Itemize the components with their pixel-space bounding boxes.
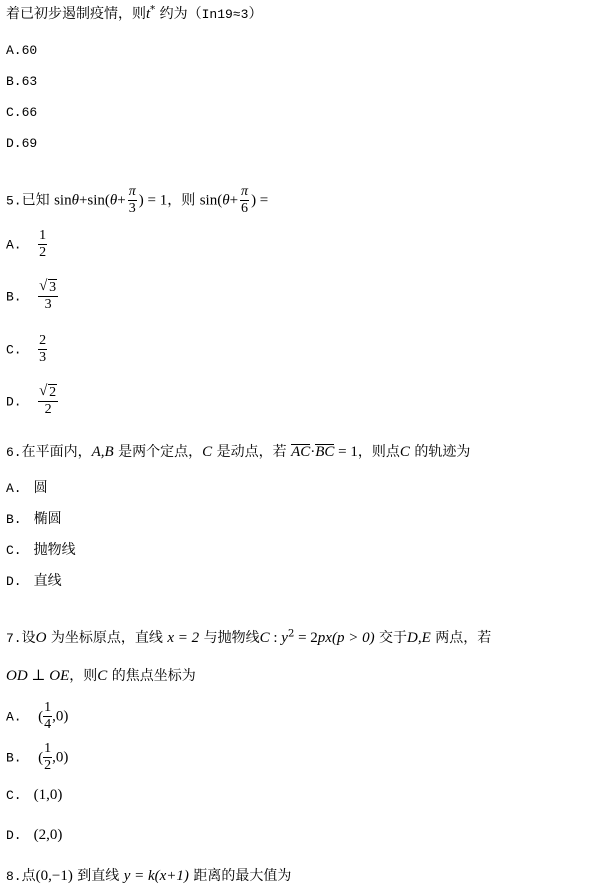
frac-den: 3 <box>39 350 47 365</box>
q7-option-a[interactable] <box>6 700 68 733</box>
option-value: 66 <box>21 105 38 120</box>
q7-option-d[interactable] <box>6 825 62 846</box>
option-label: B. <box>6 74 22 89</box>
q7-y: y <box>281 630 288 646</box>
option-label: A. <box>6 43 22 58</box>
q6-dot: · <box>310 444 316 460</box>
q5-option-a[interactable] <box>6 228 49 261</box>
q5-theta-3: θ <box>222 192 230 209</box>
q6-option-a[interactable] <box>6 478 48 499</box>
option-text: 圆 <box>33 480 48 496</box>
sqrt <box>39 385 57 401</box>
q6-vector-ac: AC <box>291 444 311 460</box>
option-label: B. <box>6 750 22 766</box>
q4-stem-text: 着已初步遏制疫情，则 <box>6 6 146 22</box>
option-text: 椭圆 <box>33 511 62 527</box>
q6-option-d[interactable] <box>6 571 62 592</box>
q6-text-5: 的轨迹为 <box>409 444 471 460</box>
option-label: D. <box>6 394 22 410</box>
q7-colon: : <box>269 630 282 646</box>
q8-stem <box>6 866 291 887</box>
radicand: 2 <box>49 385 57 400</box>
option-fraction <box>43 700 52 733</box>
q6-c: C <box>202 444 213 460</box>
q8-text-1: 点 <box>21 868 36 884</box>
q5-theta: θ <box>71 192 79 209</box>
frac-num: 1 <box>44 700 52 715</box>
q7-rhs: = 2 <box>294 630 318 646</box>
q5-eq: ) = <box>251 192 269 209</box>
frac-num: 2 <box>39 333 47 348</box>
q5-option-d[interactable] <box>6 385 60 418</box>
q5-option-c[interactable] <box>6 333 49 366</box>
frac-num: π <box>128 184 136 199</box>
q7-c: C <box>259 630 270 646</box>
q7-stem-line-1 <box>6 628 491 649</box>
q4-option-d[interactable] <box>6 134 37 154</box>
option-fraction <box>38 280 58 313</box>
q8-point: (0,−1) <box>35 868 73 884</box>
option-label: D. <box>6 136 22 151</box>
q7-text-6: ，则 <box>69 668 98 684</box>
q5-frac-pi-6 <box>240 184 249 217</box>
q5-number: 5. <box>6 193 22 209</box>
q5-eq-one: ) = 1 <box>138 192 168 209</box>
frac-den: 2 <box>39 245 47 260</box>
radicand: 3 <box>49 280 57 295</box>
option-label: C. <box>6 105 22 120</box>
option-rest: ,0) <box>52 708 69 725</box>
option-label: D. <box>6 574 22 589</box>
q7-text-3: 与抛物线 <box>199 630 260 646</box>
q4-hint: In19≈3 <box>201 7 249 22</box>
radical-sign-icon: √ <box>39 278 48 294</box>
q4-option-c[interactable] <box>6 103 37 123</box>
q6-ab: A,B <box>91 444 114 460</box>
q6-text-3: 是动点，若 <box>212 444 292 460</box>
frac-num: 1 <box>39 228 47 243</box>
q4-t: t <box>146 6 151 22</box>
option-open: ( <box>38 708 44 725</box>
q8-text-3: 距离的最大值为 <box>188 868 292 884</box>
option-open: ( <box>38 749 44 766</box>
q5-sin-open-2: sin( <box>199 192 223 209</box>
q6-option-c[interactable] <box>6 540 76 561</box>
q7-square: 2 <box>287 628 295 640</box>
q5-option-b[interactable] <box>6 280 60 313</box>
q7-perp: ⊥ <box>27 668 50 684</box>
q6-c-2: C <box>399 444 410 460</box>
q6-text-4: ，则点 <box>357 444 400 460</box>
option-fraction <box>38 333 47 366</box>
q7-text-4: 交于 <box>374 630 408 646</box>
option-label: C. <box>6 342 22 358</box>
q4-stem <box>6 4 262 25</box>
option-rest: ,0) <box>52 749 69 766</box>
option-fraction <box>43 741 52 774</box>
q6-option-b[interactable] <box>6 509 62 530</box>
q5-plus: + <box>78 192 88 209</box>
frac-num: 1 <box>44 741 52 756</box>
option-label: A. <box>6 481 22 496</box>
q7-text-2: 为坐标原点，直线 <box>46 630 168 646</box>
radical-sign-icon: √ <box>39 383 48 399</box>
option-label: A. <box>6 237 22 253</box>
option-value: (2,0) <box>33 827 63 843</box>
q7-text-1: 设 <box>21 630 36 646</box>
option-text: 抛物线 <box>33 542 76 558</box>
q5-known: 已知 <box>21 192 50 209</box>
option-text: 直线 <box>33 573 62 589</box>
q7-oe: OE <box>49 668 70 684</box>
q5-sin-open: sin( <box>87 192 110 209</box>
frac-den: 2 <box>44 402 52 417</box>
q6-text-1: 在平面内， <box>21 444 92 460</box>
frac-num <box>38 280 58 297</box>
q7-number: 7. <box>6 631 22 646</box>
q5-sin: sin <box>54 192 72 209</box>
q5-plus-2: + <box>117 192 126 209</box>
q7-o: O <box>35 630 47 646</box>
q7-option-c[interactable] <box>6 785 62 806</box>
q7-c-2: C <box>97 668 108 684</box>
option-value: 69 <box>21 136 38 151</box>
q7-px: px <box>317 630 332 646</box>
option-label: B. <box>6 512 22 527</box>
q7-option-b[interactable] <box>6 741 68 774</box>
q5-frac-pi-3 <box>128 184 137 217</box>
q7-text-5: 两点，若 <box>430 630 492 646</box>
option-label: C. <box>6 788 22 803</box>
q6-text-2: 是两个定点， <box>113 444 203 460</box>
q7-stem-line-2 <box>6 666 196 686</box>
q6-eq-one: = 1 <box>334 444 358 460</box>
option-fraction <box>38 385 58 418</box>
q8-line-eq: y = k(x+1) <box>123 868 189 884</box>
sqrt <box>39 280 57 296</box>
q4-option-b[interactable] <box>6 72 37 92</box>
q4-option-a[interactable] <box>6 41 37 61</box>
q7-line-eq: x = 2 <box>167 630 200 646</box>
frac-num <box>38 385 58 402</box>
frac-den: 3 <box>128 201 136 216</box>
q5-theta-2: θ <box>109 192 118 209</box>
option-value: (1,0) <box>33 787 63 803</box>
option-value: 63 <box>21 74 38 89</box>
q6-stem <box>6 442 470 463</box>
q4-close: ） <box>248 6 263 22</box>
option-label: D. <box>6 828 22 843</box>
q7-text-7: 的焦点坐标为 <box>107 668 196 684</box>
option-label: C. <box>6 543 22 558</box>
q4-star: * <box>150 4 156 16</box>
q7-condition: (p > 0) <box>331 630 375 646</box>
q8-number: 8. <box>6 869 22 884</box>
option-value: 60 <box>21 43 38 58</box>
frac-den: 3 <box>44 297 52 312</box>
q6-vector-bc: BC <box>315 444 335 460</box>
option-label: A. <box>6 709 22 725</box>
frac-den: 6 <box>241 201 249 216</box>
q5-then: ，则 <box>167 192 200 209</box>
q7-od: OD <box>6 668 28 684</box>
option-fraction <box>38 228 47 261</box>
frac-den: 2 <box>44 758 52 773</box>
q5-plus-3: + <box>229 192 239 209</box>
q4-about: 约为（ <box>155 6 202 22</box>
q8-text-2: 到直线 <box>72 868 124 884</box>
frac-num: π <box>241 184 249 199</box>
q6-number: 6. <box>6 445 22 460</box>
option-label: B. <box>6 289 22 305</box>
frac-den: 4 <box>44 717 52 732</box>
q5-stem <box>6 184 268 217</box>
q7-de: D,E <box>407 630 431 646</box>
